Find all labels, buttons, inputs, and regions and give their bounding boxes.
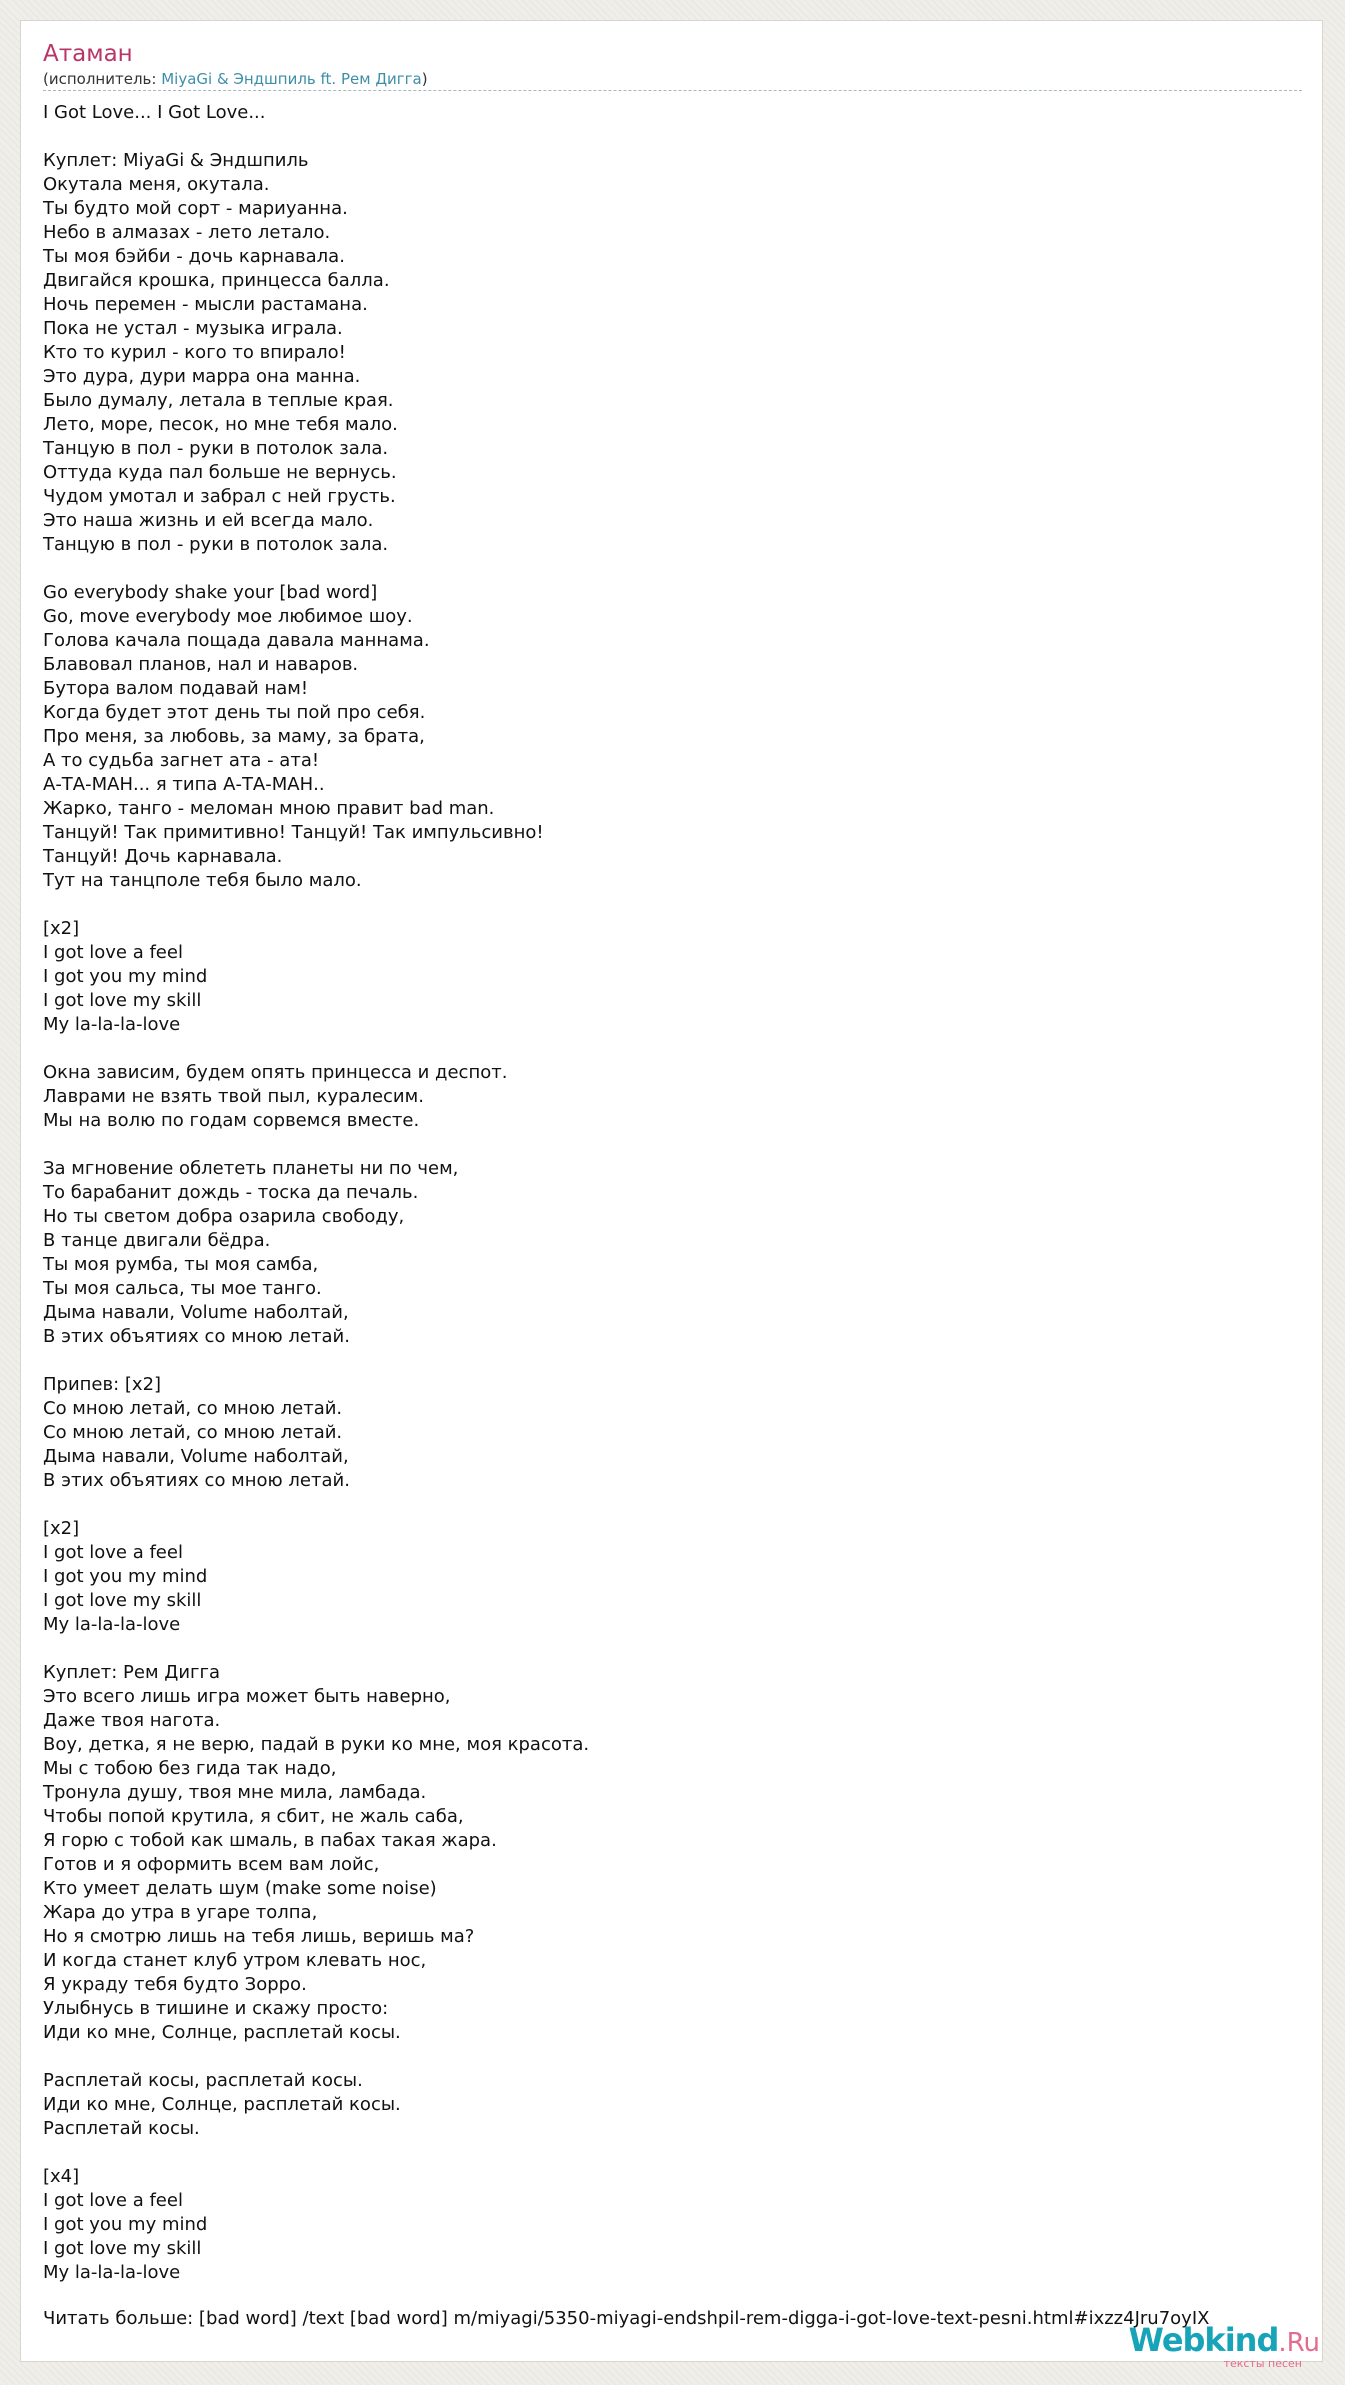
- lyrics-line: Лаврами не взять твой пыл, куралесим.: [43, 1086, 424, 1107]
- lyrics-line: Жарко, танго - меломан мною правит bad man.: [43, 798, 495, 819]
- lyrics-line: Со мною летай, со мною летай.: [43, 1422, 343, 1443]
- lyrics-line: Улыбнусь в тишине и скажу просто:: [43, 1998, 389, 2019]
- lyrics-line: I got love my skill: [43, 1590, 202, 1611]
- lyrics-line: Чудом умотал и забрал с ней грусть.: [43, 486, 396, 507]
- lyrics-line: Про меня, за любовь, за маму, за брата,: [43, 726, 425, 747]
- read-more-link[interactable]: Читать больше: [bad word] /text [bad word] m/miyagi/5350-miyagi-endshpil-rem-digga-i-got-love-text-pesni.html#ixzz4Jru7oyIX: [43, 2308, 1210, 2329]
- lyrics-line: Чтобы попой крутила, я сбит, не жаль саба,: [43, 1806, 464, 1827]
- lyrics-line: В танце двигали бёдра.: [43, 1230, 271, 1251]
- lyrics-line: [x4]: [43, 2166, 80, 2187]
- lyrics-line: My la-la-la-love: [43, 1014, 181, 1035]
- lyrics-line: Танцую в пол - руки в потолок зала.: [43, 438, 389, 459]
- lyrics-card: [20, 20, 1323, 2370]
- artist-suffix: ): [421, 70, 428, 88]
- lyrics-line: Мы с тобою без гида так надо,: [43, 1758, 337, 1779]
- lyrics-line: Танцую в пол - руки в потолок зала.: [43, 534, 389, 555]
- lyrics-line: Было думалу, летала в теплые края.: [43, 390, 394, 411]
- artist-line: [43, 69, 428, 89]
- lyrics-line: I got love my skill: [43, 2238, 202, 2259]
- logo-tld: .Ru: [1278, 2328, 1320, 2358]
- lyrics-line: Тронула душу, твоя мне мила, ламбада.: [43, 1782, 427, 1803]
- lyrics-line: Танцуй! Так примитивно! Танцуй! Так импульсивно!: [43, 822, 544, 843]
- lyrics-line: Я украду тебя будто Зорро.: [43, 1974, 307, 1995]
- lyrics-line: My la-la-la-love: [43, 2262, 181, 2283]
- lyrics-line: [x2]: [43, 918, 80, 939]
- lyrics-line: Готов и я оформить всем вам лойс,: [43, 1854, 380, 1875]
- lyrics-line: Куплет: Рем Дигга: [43, 1662, 220, 1683]
- lyrics-line: I Got Love... I Got Love...: [43, 102, 266, 123]
- lyrics-line: I got love a feel: [43, 2190, 183, 2211]
- lyrics-line: Ты моя бэйби - дочь карнавала.: [43, 246, 345, 267]
- lyrics-line: My la-la-la-love: [43, 1614, 181, 1635]
- artist-prefix: (исполнитель:: [43, 70, 162, 88]
- lyrics-line: Даже твоя нагота.: [43, 1710, 221, 1731]
- lyrics-line: [x2]: [43, 1518, 80, 1539]
- lyrics-line: Дыма навали, Volume наболтай,: [43, 1446, 349, 1467]
- lyrics-line: I got you my mind: [43, 2214, 208, 2235]
- lyrics-line: Со мною летай, со мною летай.: [43, 1398, 343, 1419]
- lyrics-line: Кто умеет делать шум (make some noise): [43, 1878, 437, 1899]
- lyrics-line: Но я смотрю лишь на тебя лишь, веришь ма?: [43, 1926, 475, 1947]
- webkind-logo[interactable]: [1128, 2321, 1320, 2370]
- lyrics-line: Go, move everybody мое любимое шоу.: [43, 606, 413, 627]
- lyrics-line: Голова качала пощада давала маннама.: [43, 630, 430, 651]
- lyrics-line: Когда будет этот день ты пой про себя.: [43, 702, 426, 723]
- lyrics-line: Мы на волю по годам сорвемся вместе.: [43, 1110, 420, 1131]
- lyrics-line: I got love a feel: [43, 1542, 183, 1563]
- lyrics-line: В этих объятиях со мною летай.: [43, 1326, 350, 1347]
- lyrics-line: Воу, детка, я не верю, падай в руки ко мне, моя красота.: [43, 1734, 590, 1755]
- lyrics-text: [43, 101, 1343, 2285]
- logo-tagline: тексты песен: [1223, 2357, 1302, 2370]
- lyrics-line: Go everybody shake your [bad word]: [43, 582, 378, 603]
- lyrics-line: Это всего лишь игра может быть наверно,: [43, 1686, 451, 1707]
- lyrics-line: За мгновение облететь планеты ни по чем,: [43, 1158, 459, 1179]
- header-divider: [43, 90, 1302, 91]
- lyrics-line: Жара до утра в угаре толпа,: [43, 1902, 318, 1923]
- lyrics-line: Ты моя сальса, ты мое танго.: [43, 1278, 322, 1299]
- lyrics-line: Окутала меня, окутала.: [43, 174, 270, 195]
- lyrics-line: Ночь перемен - мысли растамана.: [43, 294, 368, 315]
- lyrics-line: Но ты светом добра озарила свободу,: [43, 1206, 405, 1227]
- lyrics-line: Куплет: MiyaGi & Эндшпиль: [43, 150, 309, 171]
- lyrics-line: Блавовал планов, нал и наваров.: [43, 654, 359, 675]
- lyrics-line: Тут на танцполе тебя было мало.: [43, 870, 362, 891]
- lyrics-line: А-ТА-МАН... я типа А-ТА-МАН..: [43, 774, 325, 795]
- lyrics-line: В этих объятиях со мною летай.: [43, 1470, 350, 1491]
- lyrics-line: Это наша жизнь и ей всегда мало.: [43, 510, 374, 531]
- lyrics-line: I got love my skill: [43, 990, 202, 1011]
- lyrics-line: I got you my mind: [43, 966, 208, 987]
- lyrics-line: Ты моя румба, ты моя самба,: [43, 1254, 319, 1275]
- lyrics-line: Пока не устал - музыка играла.: [43, 318, 343, 339]
- song-title: Атаман: [43, 41, 133, 67]
- lyrics-line: Двигайся крошка, принцесса балла.: [43, 270, 390, 291]
- lyrics-line: Оттуда куда пал больше не вернусь.: [43, 462, 397, 483]
- lyrics-line: Иди ко мне, Солнце, расплетай косы.: [43, 2094, 401, 2115]
- lyrics-line: А то судьба загнет ата - ата!: [43, 750, 320, 771]
- logo-name: Webkind: [1128, 2321, 1279, 2359]
- lyrics-line: I got love a feel: [43, 942, 183, 963]
- lyrics-line: Иди ко мне, Солнце, расплетай косы.: [43, 2022, 401, 2043]
- lyrics-line: Дыма навали, Volume наболтай,: [43, 1302, 349, 1323]
- lyrics-line: Лето, море, песок, но мне тебя мало.: [43, 414, 398, 435]
- lyrics-line: Окна зависим, будем опять принцесса и деспот.: [43, 1062, 508, 1083]
- artist-link[interactable]: MiyaGi & Эндшпиль ft. Рем Дигга: [161, 70, 422, 88]
- lyrics-line: И когда станет клуб утром клевать нос,: [43, 1950, 427, 1971]
- lyrics-line: Ты будто мой сорт - мариуанна.: [43, 198, 348, 219]
- lyrics-line: Кто то курил - кого то впирало!: [43, 342, 346, 363]
- lyrics-line: Припев: [x2]: [43, 1374, 162, 1395]
- lyrics-line: Бутора валом подавай нам!: [43, 678, 309, 699]
- lyrics-line: Я горю с тобой как шмаль, в пабах такая жара.: [43, 1830, 497, 1851]
- lyrics-line: I got you my mind: [43, 1566, 208, 1587]
- lyrics-line: Танцуй! Дочь карнавала.: [43, 846, 283, 867]
- lyrics-line: Небо в алмазах - лето летало.: [43, 222, 331, 243]
- lyrics-line: Расплетай косы.: [43, 2118, 200, 2139]
- lyrics-line: Расплетай косы, расплетай косы.: [43, 2070, 363, 2091]
- lyrics-line: То барабанит дождь - тоска да печаль.: [43, 1182, 419, 1203]
- lyrics-line: Это дура, дури марра она манна.: [43, 366, 361, 387]
